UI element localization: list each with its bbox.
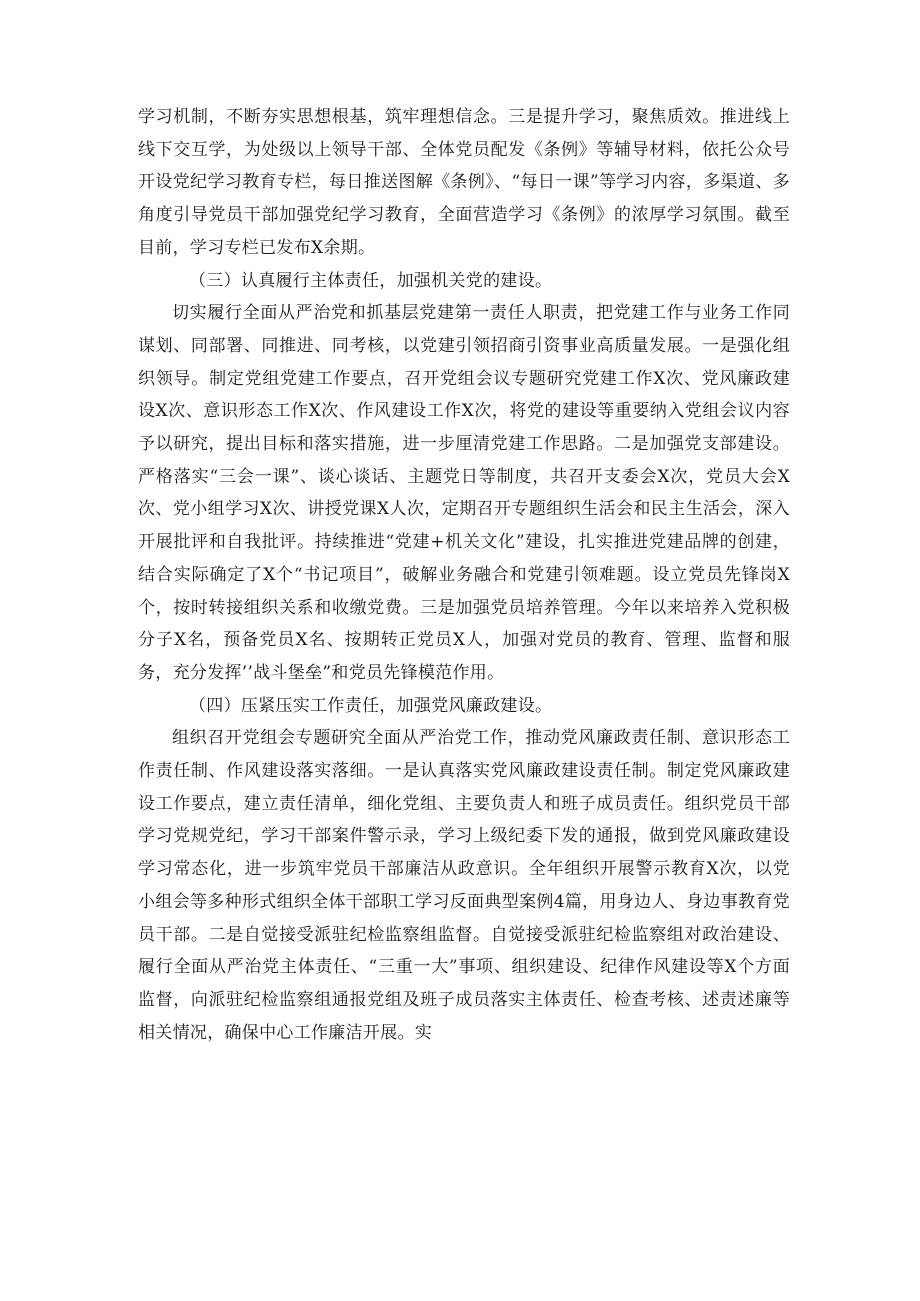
document-body [138,101,790,1049]
paragraph-party-building: 切实履行全面从严治党和抓基层党建第一责任人职责，把党建工作与业务工作同谋划、同部署、同推进、同考核，以党建引领招商引资事业高质量发展。一是强化组织领导。制定党组党建工作要点，召开党组会议专题研究党建工作X次、党风廉政建设X次、意识形态工作X次、作风建设工作X次，将党的建设等重要纳入党组会议内容予以研究，提出目标和落实措施，进一步厘清党建工作思路。二是加强党支部建设。严格落实“三会一课”、谈心谈话、主题党日等制度，共召开支委会X次，党员大会X次、党小组学习X次、讲授党课X人次，定期召开专题组织生活会和民主生活会，深入开展批评和自我批评。持续推进“党建+机关文化”建设，扎实推进党建品牌的创建，结合实际确定了X个“书记项目”，破解业务融合和党建引领难题。设立党员先锋岗X个，按时转接组织关系和收缴党费。三是加强党员培养管理。今年以来培养入党积极分子X名，预备党员X名、按期转正党员X人，加强对党员的教育、管理、监督和服务，充分发挥’’战斗堡垒”和党员先锋模范作用。 [138,303,790,683]
paragraph-continuation: 学习机制，不断夯实思想根基，筑牢理想信念。三是提升学习，聚焦质效。推进线上线下交互学，为处级以上领导干部、全体党员配发《条例》等辅导材料，依托公众号开设党纪学习教育专栏，每日推送图解《条例》、“每日一课”等学习内容，多渠道、多角度引导党员干部加强党纪学习教育，全面营造学习《条例》的浓厚学习氛围。截至目前，学习专栏已发布X余期。 [138,107,790,258]
section-heading-three: （三）认真履行主体责任，加强机关党的建设。 [189,270,553,291]
section-heading-four: （四）压紧压实工作责任，加强党风廉政建设。 [189,695,553,716]
paragraph-integrity-building: 组织召开党组会专题研究全面从严治党工作，推动党风廉政责任制、意识形态工作责任制、作风建设落实落细。一是认真落实党风廉政建设责任制。制定党风廉政建设工作要点，建立责任清单，细化党组、主要负责人和班子成员责任。组织党员干部学习党规党纪，学习干部案件警示录，学习上级纪委下发的通报，做到党风廉政建设学习常态化，进一步筑牢党员干部廉洁从政意识。全年组织开展警示教育X次，以党小组会等多种形式组织全体干部职工学习反面典型案例4篇，用身边人、身边事教育党员干部。二是自觉接受派驻纪检监察组监督。自觉接受派驻纪检监察组对政治建设、履行全面从严治党主体责任、“三重一大”事项、组织建设、纪律作风建设等X个方面监督，向派驻纪检监察组通报党组及班子成员落实主体责任、检查考核、述责述廉等相关情况，确保中心工作廉洁开展。实 [138,728,790,1043]
